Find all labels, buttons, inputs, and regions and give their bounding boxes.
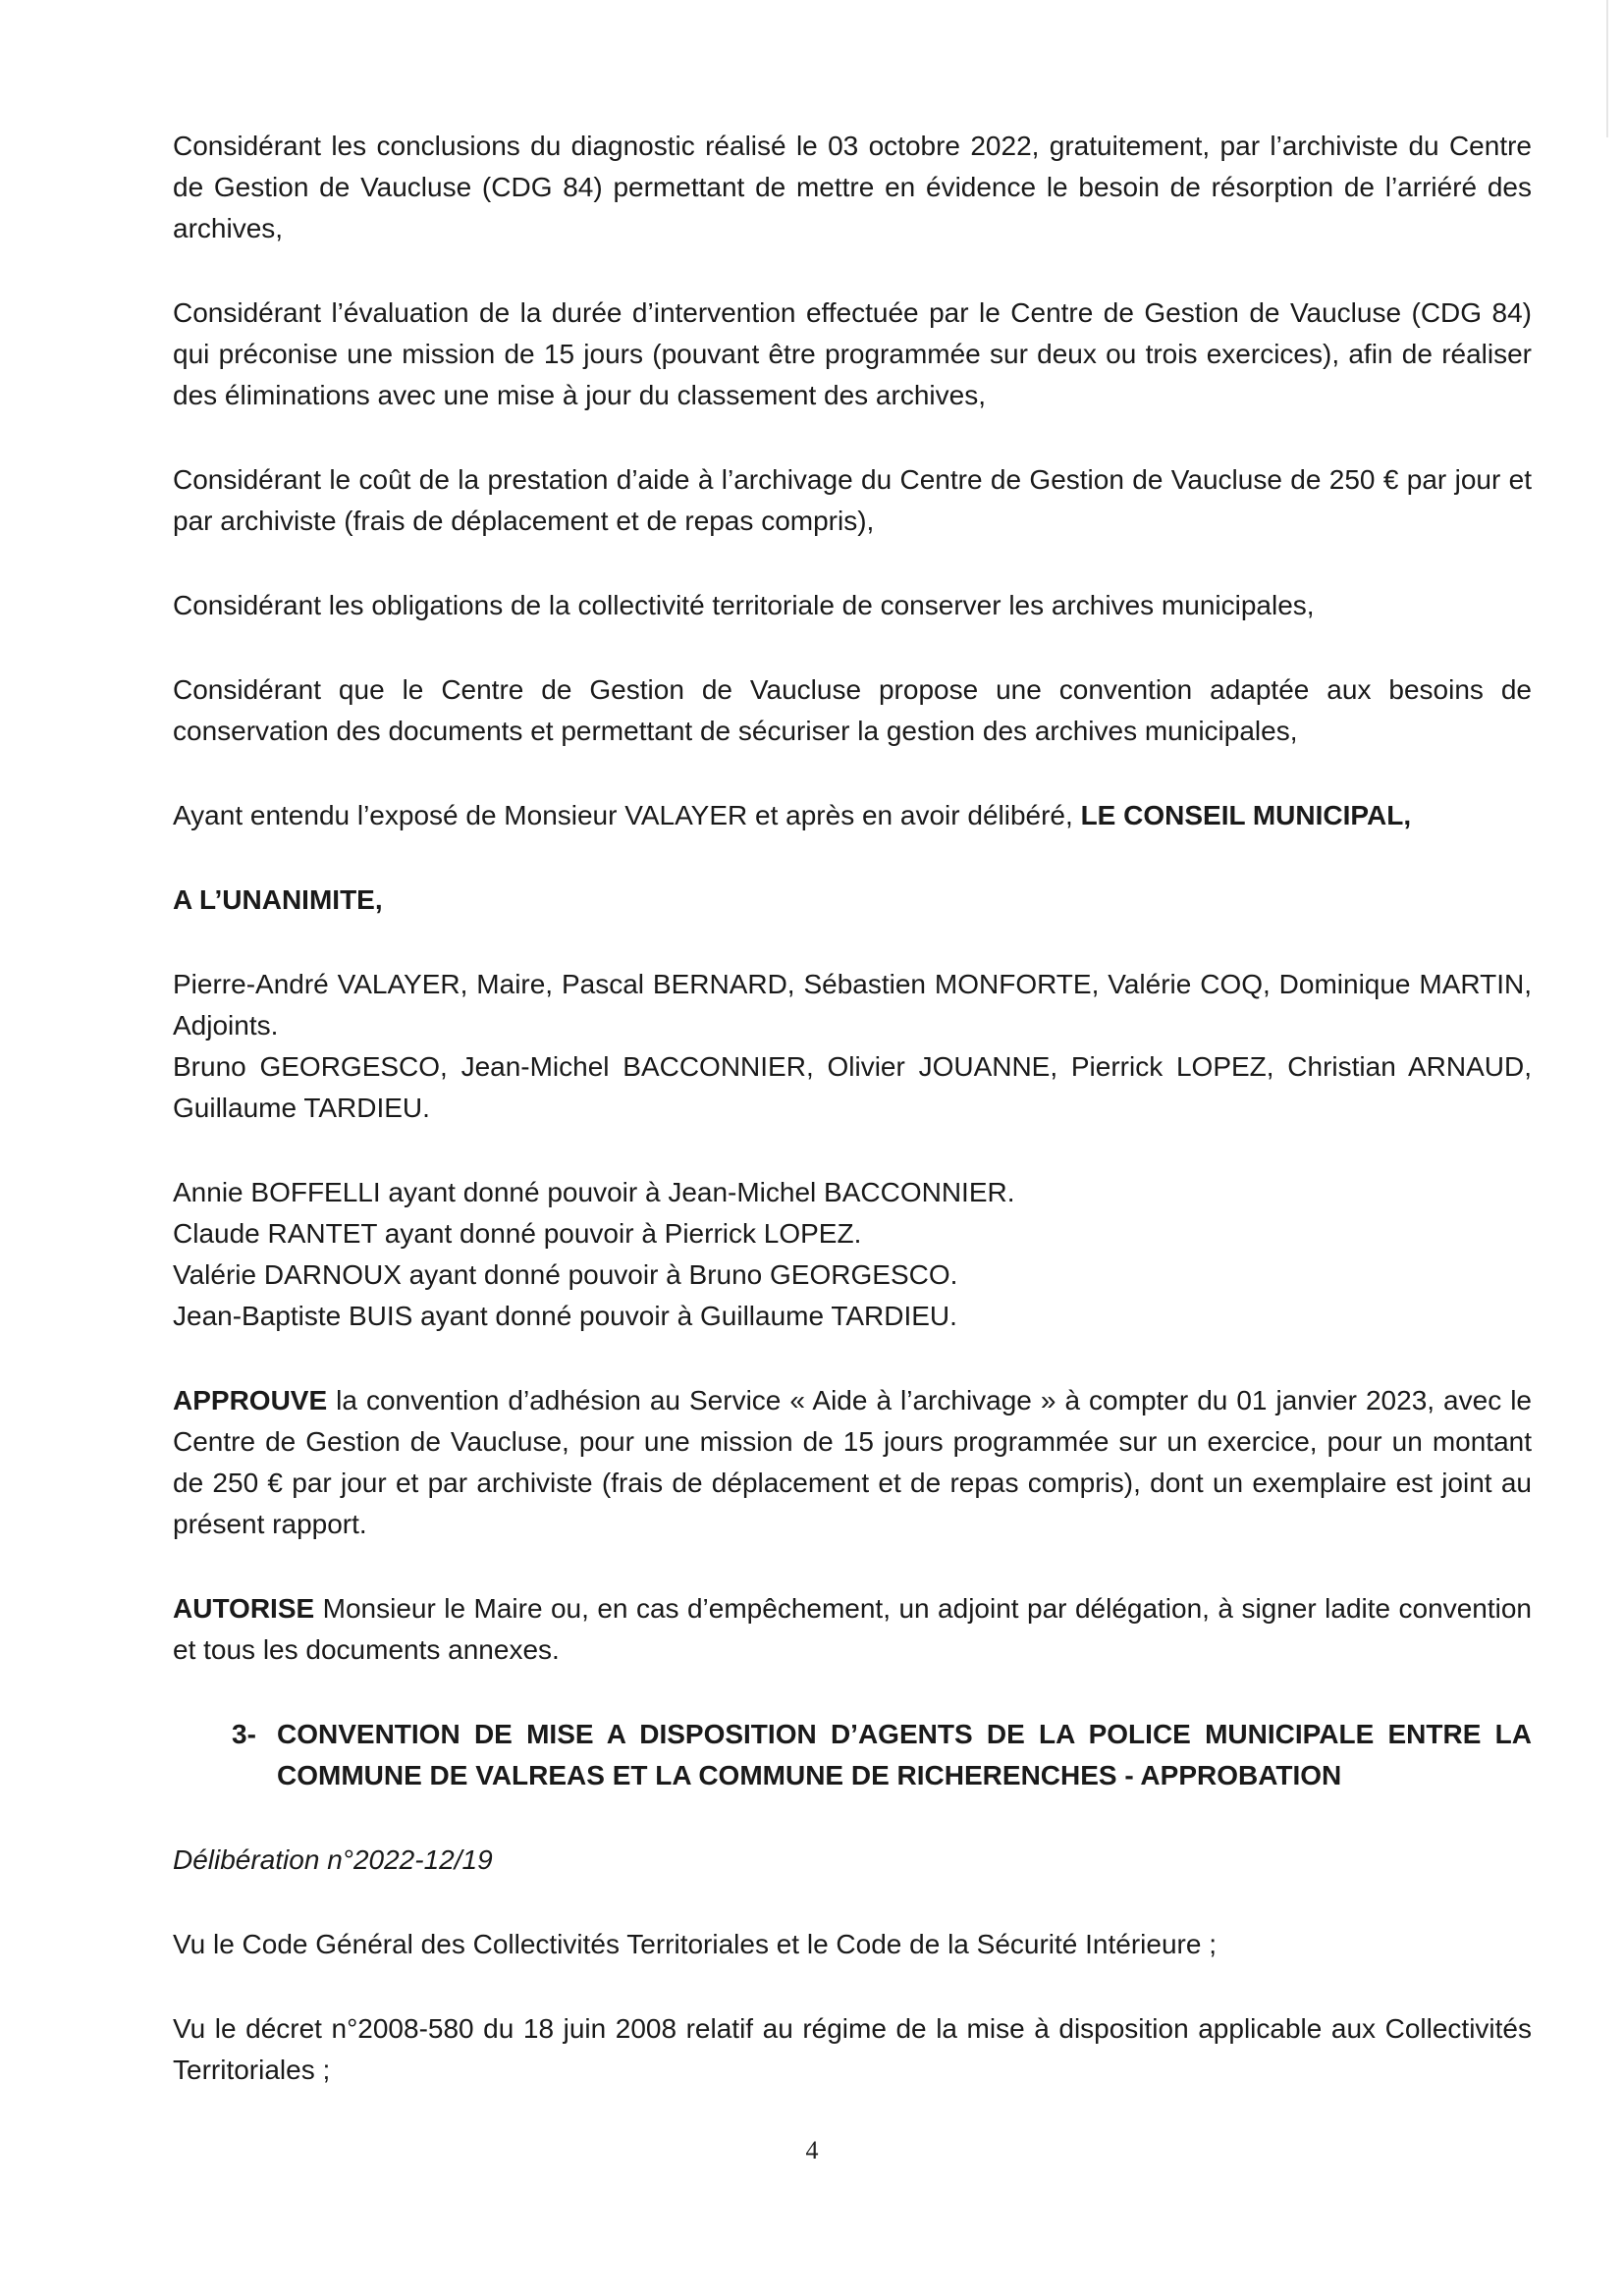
proxy-line: Claude RANTET ayant donné pouvoir à Pierrick LOPEZ. bbox=[173, 1218, 862, 1249]
paragraph-convention: Considérant que le Centre de Gestion de Vaucluse propose une convention adaptée aux besoins de conservation des documents et permettant de sécuriser la gestion des archives municipales, bbox=[173, 674, 1532, 746]
paragraph-vu-code: Vu le Code Général des Collectivités Territoriales et le Code de la Sécurité Intérieure ; bbox=[173, 1929, 1217, 1959]
paragraph-expose bbox=[173, 795, 1532, 836]
paragraph-authorize bbox=[173, 1588, 1532, 1671]
scan-edge-mark bbox=[1606, 0, 1608, 137]
approve-keyword: APPROUVE bbox=[173, 1385, 328, 1415]
paragraph-vu-decret: Vu le décret n°2008-580 du 18 juin 2008 relatif au régime de la mise à disposition applicable aux Collectivités Territoriales ; bbox=[173, 2013, 1532, 2085]
authorize-keyword: AUTORISE bbox=[173, 1593, 315, 1624]
page-number: 4 bbox=[805, 2136, 819, 2164]
conseil-municipal-label: LE CONSEIL MUNICIPAL, bbox=[1080, 800, 1412, 830]
document-body bbox=[173, 126, 1532, 2134]
approve-text: la convention d’adhésion au Service « Aide à l’archivage » à compter du 01 janvier 2023, avec le Centre de Gestion de Vaucluse, pour une mission de 15 jours programmée sur un exercice, pour un montant de 250 € par jour et par archiviste (frais de déplacement et de repas compris), dont un exemplaire est joint au présent rapport. bbox=[173, 1385, 1532, 1539]
deliberation-number: Délibération n°2022-12/19 bbox=[173, 1844, 493, 1875]
members-block bbox=[173, 964, 1532, 1129]
authorize-text: Monsieur le Maire ou, en cas d’empêchement, un adjoint par délégation, à signer ladite convention et tous les documents annexes. bbox=[173, 1593, 1532, 1665]
section-number: 3- bbox=[232, 1719, 256, 1749]
proxies-block bbox=[173, 1172, 1532, 1337]
proxy-line: Jean-Baptiste BUIS ayant donné pouvoir à Guillaume TARDIEU. bbox=[173, 1301, 957, 1331]
members-line-councillors: Bruno GEORGESCO, Jean-Michel BACCONNIER, Olivier JOUANNE, Pierrick LOPEZ, Christian ARNAUD, Guillaume TARDIEU. bbox=[173, 1051, 1532, 1123]
paragraph-diagnostic: Considérant les conclusions du diagnostic réalisé le 03 octobre 2022, gratuitement, par l’archiviste du Centre de Gestion de Vaucluse (CDG 84) permettant de mettre en évidence le besoin de résorption de l’arriéré des archives, bbox=[173, 131, 1532, 243]
section-title: CONVENTION DE MISE A DISPOSITION D’AGENTS DE LA POLICE MUNICIPALE ENTRE LA COMMUNE DE VALREAS ET LA COMMUNE DE RICHERENCHES - APPROBATION bbox=[277, 1719, 1532, 1790]
paragraph-obligations: Considérant les obligations de la collectivité territoriale de conserver les archives municipales, bbox=[173, 590, 1315, 620]
proxy-line: Annie BOFFELLI ayant donné pouvoir à Jean-Michel BACCONNIER. bbox=[173, 1177, 1015, 1207]
expose-text: Ayant entendu l’exposé de Monsieur VALAYER et après en avoir délibéré, bbox=[173, 800, 1081, 830]
members-line-adjoints: Pierre-André VALAYER, Maire, Pascal BERNARD, Sébastien MONFORTE, Valérie COQ, Dominique MARTIN, Adjoints. bbox=[173, 969, 1532, 1041]
proxy-line: Valérie DARNOUX ayant donné pouvoir à Bruno GEORGESCO. bbox=[173, 1259, 958, 1290]
unanimite-heading: A L’UNANIMITE, bbox=[173, 884, 383, 915]
paragraph-cost: Considérant le coût de la prestation d’aide à l’archivage du Centre de Gestion de Vaucluse de 250 € par jour et par archiviste (frais de déplacement et de repas compris), bbox=[173, 464, 1532, 536]
paragraph-evaluation: Considérant l’évaluation de la durée d’intervention effectuée par le Centre de Gestion de Vaucluse (CDG 84) qui préconise une mission de 15 jours (pouvant être programmée sur deux ou trois exercices), afin de réaliser des éliminations avec une mise à jour du classement des archives, bbox=[173, 297, 1532, 410]
section-3-heading bbox=[173, 1714, 1532, 1796]
paragraph-approve bbox=[173, 1380, 1532, 1545]
